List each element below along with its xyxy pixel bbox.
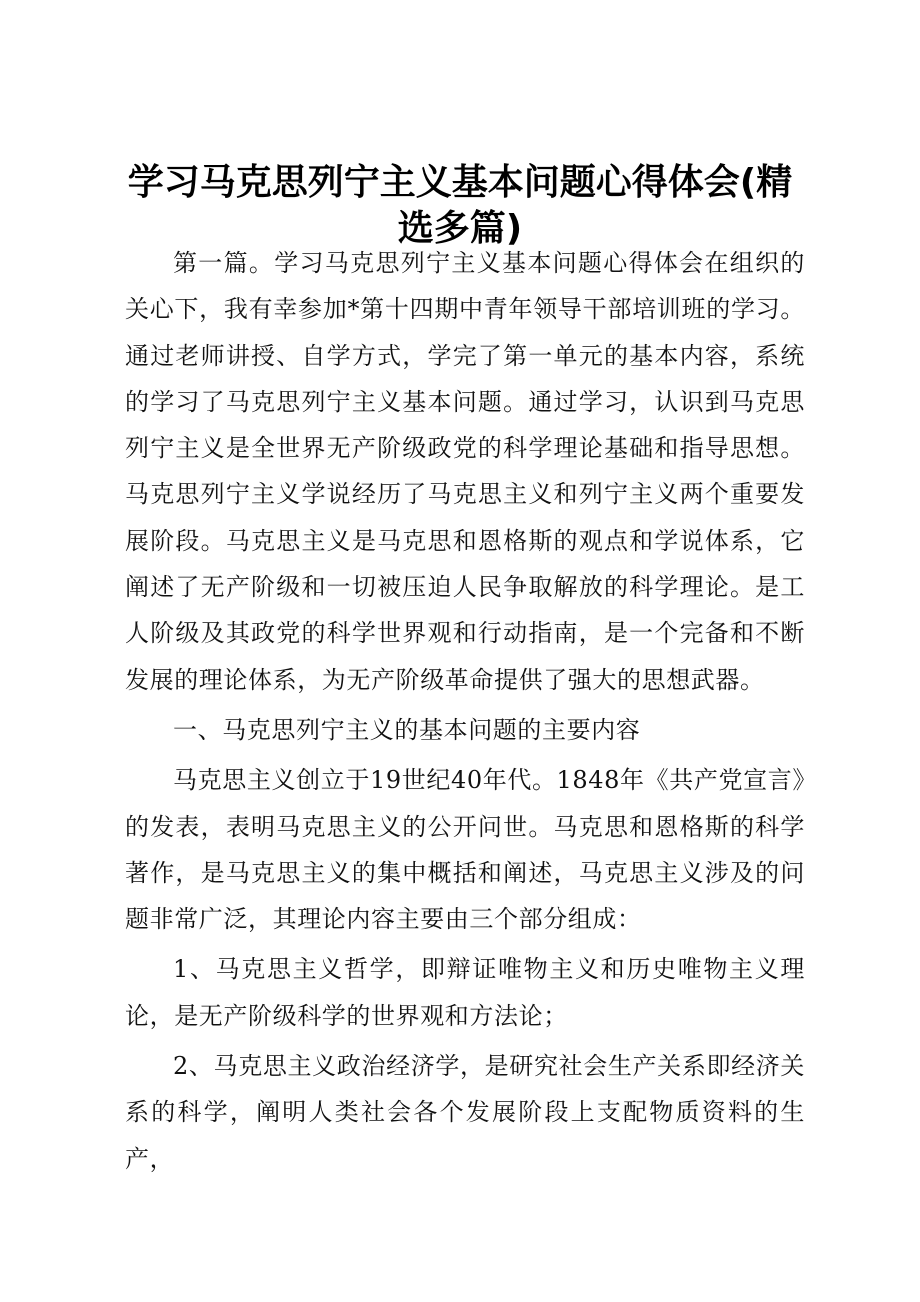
- paragraph-intro: 第一篇。学习马克思列宁主义基本问题心得体会在组织的关心下，我有幸参加*第十四期中青年领导干部培训班的学习。通过老师讲授、自学方式，学完了第一单元的基本内容，系统的学习了马克思列宁主义基本问题。通过学习，认识到马克思列宁主义是全世界无产阶级政党的科学理论基础和指导思想。马克思列宁主义学说经历了马克思主义和列宁主义两个重要发展阶段。马克思主义是马克思和恩格斯的观点和学说体系，它阐述了无产阶级和一切被压迫人民争取解放的科学理论。是工人阶级及其政党的科学世界观和行动指南，是一个完备和不断发展的理论体系，为无产阶级革命提供了强大的思想武器。: [125, 249, 805, 694]
- list-item-political-economy: 2、马克思主义政治经济学，是研究社会生产关系即经济关系的科学，阐明人类社会各个发展阶段上支配物质资料的生产，: [125, 1052, 805, 1173]
- list-item-philosophy: 1、马克思主义哲学，即辩证唯物主义和历史唯物主义理论，是无产阶级科学的世界观和方法论；: [125, 955, 805, 1030]
- document-title: 学习马克思列宁主义基本问题心得体会(精选多篇): [127, 162, 793, 249]
- section-heading-1: 一、马克思列宁主义的基本问题的主要内容: [173, 715, 641, 744]
- paragraph-marxism-origin: 马克思主义创立于19世纪40年代。1848年《共产党宣言》的发表，表明马克思主义的公开问世。马克思和恩格斯的科学著作，是马克思主义的集中概括和阐述，马克思主义涉及的问题非常广泛，其理论内容主要由三个部分组成：: [125, 766, 805, 934]
- document-body: [125, 240, 805, 1182]
